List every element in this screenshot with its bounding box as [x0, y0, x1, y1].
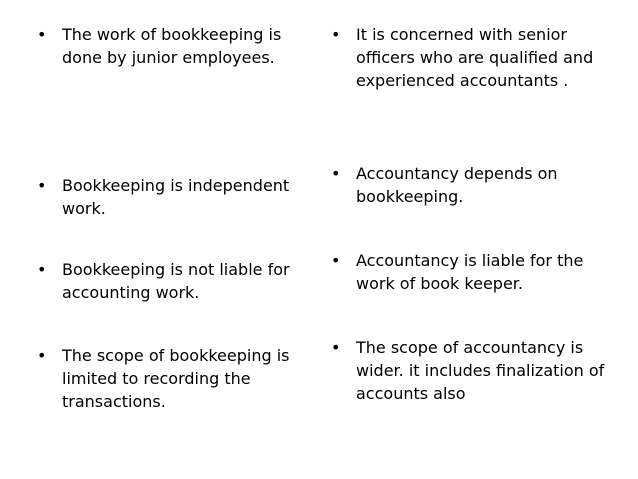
left-item-text: Bookkeeping is independent work. — [62, 176, 290, 218]
right-list-item — [331, 162, 621, 208]
right-item-text: It is concerned with senior officers who are qualified and experienced accountants . — [356, 25, 594, 90]
right-list-item — [331, 23, 621, 92]
bullet-icon: • — [37, 346, 47, 365]
right-item-text: Accountancy is liable for the work of book keeper. — [356, 251, 584, 293]
left-list-item — [37, 344, 312, 413]
bullet-icon: • — [37, 260, 47, 279]
left-list-item — [37, 174, 312, 220]
bullet-icon: • — [37, 25, 47, 44]
left-list-item — [37, 258, 312, 304]
bullet-icon: • — [331, 164, 341, 183]
bullet-icon: • — [331, 25, 341, 44]
bullet-icon: • — [331, 338, 341, 357]
right-list-item — [331, 336, 621, 405]
right-list-item — [331, 249, 621, 295]
right-item-text: Accountancy depends on bookkeeping. — [356, 164, 558, 206]
left-item-text: Bookkeeping is not liable for accounting work. — [62, 260, 290, 302]
bullet-icon: • — [37, 176, 47, 195]
bullet-icon: • — [331, 251, 341, 270]
left-item-text: The work of bookkeeping is done by junior employees. — [62, 25, 282, 67]
left-list-item — [37, 23, 312, 69]
right-item-text: The scope of accountancy is wider. it includes finalization of accounts also — [356, 338, 605, 403]
left-item-text: The scope of bookkeeping is limited to recording the transactions. — [62, 346, 290, 411]
